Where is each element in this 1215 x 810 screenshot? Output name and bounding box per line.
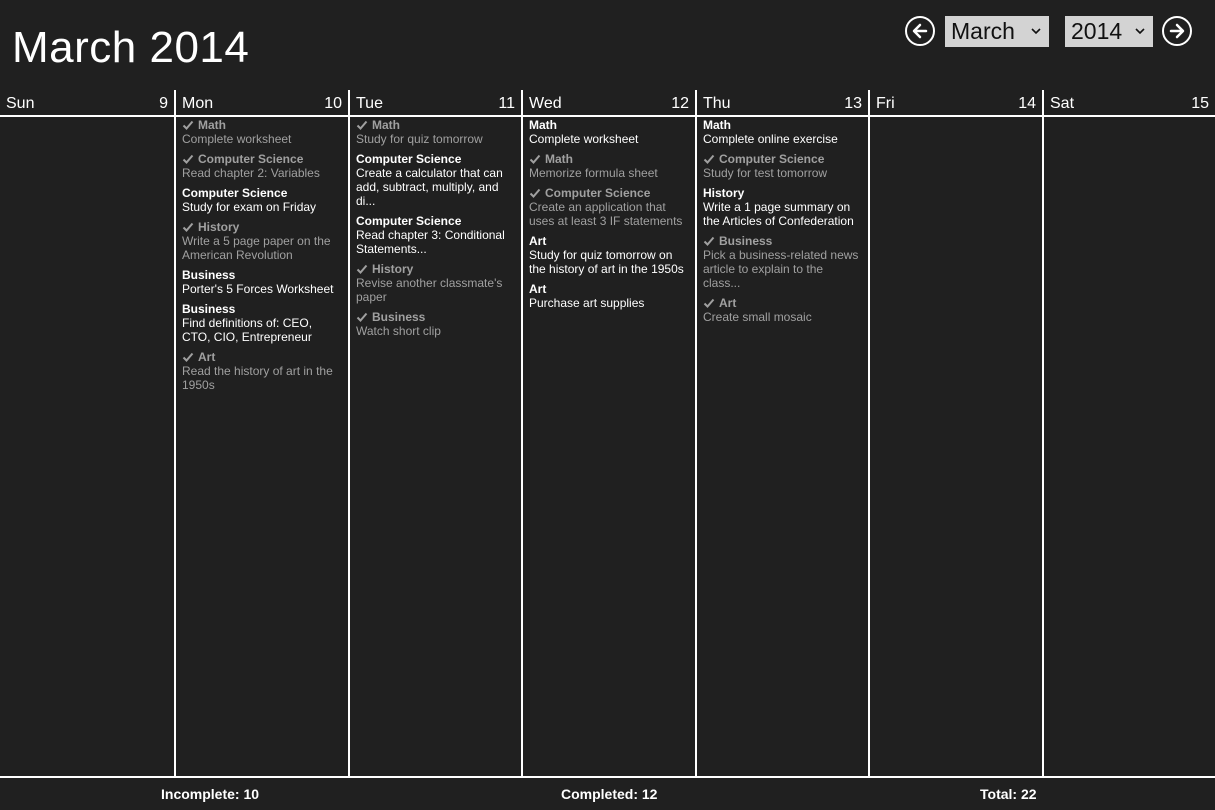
day-column-mon[interactable] bbox=[174, 90, 348, 776]
page-title: March 2014 bbox=[12, 23, 250, 72]
day-header bbox=[1044, 90, 1215, 116]
chevron-down-icon bbox=[1031, 27, 1041, 35]
task-description: Complete online exercise bbox=[703, 132, 838, 146]
task-subject bbox=[182, 268, 342, 282]
task-description: Purchase art supplies bbox=[529, 296, 645, 310]
task-description: Pick a business-related news article to explain to the class... bbox=[703, 248, 859, 290]
day-name: Wed bbox=[529, 95, 562, 112]
chevron-down-icon bbox=[1135, 27, 1145, 35]
task-subject-label: Computer Science bbox=[545, 186, 651, 200]
task-item[interactable] bbox=[356, 152, 515, 208]
day-column-thu[interactable] bbox=[695, 90, 868, 776]
task-subject bbox=[703, 234, 862, 248]
task-item[interactable] bbox=[703, 186, 862, 228]
task-description: Complete worksheet bbox=[529, 132, 639, 146]
task-description: Create small mosaic bbox=[703, 310, 812, 324]
task-item-completed[interactable] bbox=[182, 350, 342, 392]
task-description: Read chapter 2: Variables bbox=[182, 166, 320, 180]
task-item-completed[interactable] bbox=[182, 152, 342, 180]
day-column-fri[interactable] bbox=[868, 90, 1042, 776]
checkmark-icon bbox=[182, 221, 194, 233]
task-description: Study for quiz tomorrow bbox=[356, 132, 483, 146]
task-item[interactable] bbox=[529, 282, 689, 310]
task-subject bbox=[182, 152, 342, 166]
task-subject bbox=[703, 186, 862, 200]
task-subject bbox=[182, 186, 342, 200]
task-description: Revise another classmate's paper bbox=[356, 276, 503, 304]
task-subject-label: History bbox=[372, 262, 414, 276]
day-header bbox=[350, 90, 521, 116]
task-subject bbox=[182, 302, 342, 316]
checkmark-icon bbox=[703, 297, 715, 309]
day-number: 11 bbox=[498, 95, 515, 112]
checkmark-icon bbox=[182, 119, 194, 131]
day-number: 14 bbox=[1018, 95, 1036, 112]
day-column-sun[interactable] bbox=[0, 90, 174, 776]
task-item-completed[interactable] bbox=[182, 118, 342, 146]
task-item-completed[interactable] bbox=[703, 152, 862, 180]
year-select-value: 2014 bbox=[1071, 18, 1123, 44]
task-subject bbox=[356, 214, 515, 228]
task-description: Watch short clip bbox=[356, 324, 441, 338]
task-item-completed[interactable] bbox=[703, 234, 862, 290]
day-header bbox=[697, 90, 868, 116]
task-description: Create an application that uses at least 3 IF statements bbox=[529, 200, 683, 228]
checkmark-icon bbox=[356, 119, 368, 131]
month-select[interactable] bbox=[945, 16, 1049, 47]
task-subject bbox=[529, 118, 689, 132]
task-subject bbox=[529, 152, 689, 166]
day-number: 13 bbox=[844, 95, 862, 112]
month-select-value: March bbox=[951, 18, 1015, 44]
day-name: Thu bbox=[703, 95, 731, 112]
day-number: 9 bbox=[159, 95, 168, 112]
task-subject-label: Business bbox=[372, 310, 426, 324]
month-navigation bbox=[895, 14, 1215, 54]
task-subject-label: Math bbox=[372, 118, 400, 132]
checkmark-icon bbox=[356, 311, 368, 323]
task-subject-label: History bbox=[703, 186, 745, 200]
task-item[interactable] bbox=[356, 214, 515, 256]
task-subject-label: Computer Science bbox=[198, 152, 304, 166]
task-item[interactable] bbox=[703, 118, 862, 146]
arrow-right-icon bbox=[1168, 22, 1186, 40]
task-subject-label: Art bbox=[198, 350, 216, 364]
task-subject-label: Computer Science bbox=[356, 152, 462, 166]
task-subject bbox=[703, 152, 862, 166]
day-name: Tue bbox=[356, 95, 383, 112]
task-item-completed[interactable] bbox=[182, 220, 342, 262]
task-list bbox=[703, 118, 862, 330]
task-list bbox=[182, 118, 342, 398]
task-subject bbox=[356, 262, 515, 276]
task-description: Study for quiz tomorrow on the history of art in the 1950s bbox=[529, 248, 684, 276]
checkmark-icon bbox=[703, 235, 715, 247]
day-column-tue[interactable] bbox=[348, 90, 521, 776]
task-description: Memorize formula sheet bbox=[529, 166, 658, 180]
task-item-completed[interactable] bbox=[356, 262, 515, 304]
task-subject-label: Computer Science bbox=[719, 152, 825, 166]
day-number: 12 bbox=[671, 95, 689, 112]
checkmark-icon bbox=[356, 263, 368, 275]
checkmark-icon bbox=[182, 153, 194, 165]
day-header bbox=[523, 90, 695, 116]
task-item[interactable] bbox=[529, 118, 689, 146]
total-count: Total: 22 bbox=[980, 786, 1037, 802]
task-description: Study for exam on Friday bbox=[182, 200, 317, 214]
task-item-completed[interactable] bbox=[529, 186, 689, 228]
next-month-button[interactable] bbox=[1162, 16, 1192, 46]
task-subject bbox=[182, 118, 342, 132]
checkmark-icon bbox=[182, 351, 194, 363]
task-subject bbox=[703, 296, 862, 310]
task-description: Porter's 5 Forces Worksheet bbox=[182, 282, 334, 296]
checkmark-icon bbox=[529, 153, 541, 165]
day-name: Sun bbox=[6, 95, 35, 112]
task-subject bbox=[703, 118, 862, 132]
incomplete-count: Incomplete: 10 bbox=[161, 786, 260, 802]
task-description: Read the history of art in the 1950s bbox=[182, 364, 333, 392]
task-item-completed[interactable] bbox=[703, 296, 862, 324]
task-subject-label: Art bbox=[529, 282, 547, 296]
task-subject-label: Art bbox=[529, 234, 547, 248]
task-subject bbox=[182, 350, 342, 364]
day-header bbox=[0, 90, 174, 116]
task-list bbox=[356, 118, 515, 344]
task-subject-label: Business bbox=[182, 302, 236, 316]
task-subject-label: Art bbox=[719, 296, 737, 310]
task-subject bbox=[529, 282, 689, 296]
day-number: 15 bbox=[1191, 95, 1209, 112]
task-item[interactable] bbox=[529, 234, 689, 276]
task-subject-label: Business bbox=[182, 268, 236, 282]
task-item-completed[interactable] bbox=[529, 152, 689, 180]
task-item[interactable] bbox=[182, 186, 342, 214]
checkmark-icon bbox=[703, 153, 715, 165]
day-name: Sat bbox=[1050, 95, 1075, 112]
task-subject bbox=[182, 220, 342, 234]
completed-count: Completed: 12 bbox=[561, 786, 658, 802]
task-item-completed[interactable] bbox=[356, 310, 515, 338]
task-description: Write a 1 page summary on the Articles of Confederation bbox=[703, 200, 854, 228]
day-column-wed[interactable] bbox=[521, 90, 695, 776]
task-list bbox=[529, 118, 689, 316]
task-subject bbox=[356, 152, 515, 166]
task-item[interactable] bbox=[182, 268, 342, 296]
task-description: Complete worksheet bbox=[182, 132, 292, 146]
year-select[interactable] bbox=[1065, 16, 1153, 47]
previous-month-button[interactable] bbox=[905, 16, 935, 46]
task-subject-label: Math bbox=[545, 152, 573, 166]
task-description: Study for test tomorrow bbox=[703, 166, 828, 180]
task-item[interactable] bbox=[182, 302, 342, 344]
day-name: Mon bbox=[182, 95, 214, 112]
day-header bbox=[176, 90, 348, 116]
task-subject-label: Computer Science bbox=[182, 186, 288, 200]
task-subject bbox=[529, 234, 689, 248]
task-subject-label: Math bbox=[198, 118, 226, 132]
task-subject-label: Math bbox=[703, 118, 731, 132]
task-subject-label: Business bbox=[719, 234, 773, 248]
task-item-completed[interactable] bbox=[356, 118, 515, 146]
task-subject bbox=[529, 186, 689, 200]
day-column-sat[interactable] bbox=[1042, 90, 1215, 776]
task-subject-label: History bbox=[198, 220, 240, 234]
task-description: Create a calculator that can add, subtract, multiply, and di... bbox=[356, 166, 503, 208]
summary-footer bbox=[0, 776, 1215, 810]
day-name: Fri bbox=[876, 95, 895, 112]
task-description: Write a 5 page paper on the American Revolution bbox=[182, 234, 331, 262]
task-description: Read chapter 3: Conditional Statements... bbox=[356, 228, 505, 256]
task-subject bbox=[356, 310, 515, 324]
task-subject-label: Math bbox=[529, 118, 557, 132]
day-number: 10 bbox=[324, 95, 342, 112]
task-subject-label: Computer Science bbox=[356, 214, 462, 228]
arrow-left-icon bbox=[911, 22, 929, 40]
day-header bbox=[870, 90, 1042, 116]
task-subject bbox=[356, 118, 515, 132]
task-description: Find definitions of: CEO, CTO, CIO, Entrepreneur bbox=[182, 316, 313, 344]
checkmark-icon bbox=[529, 187, 541, 199]
